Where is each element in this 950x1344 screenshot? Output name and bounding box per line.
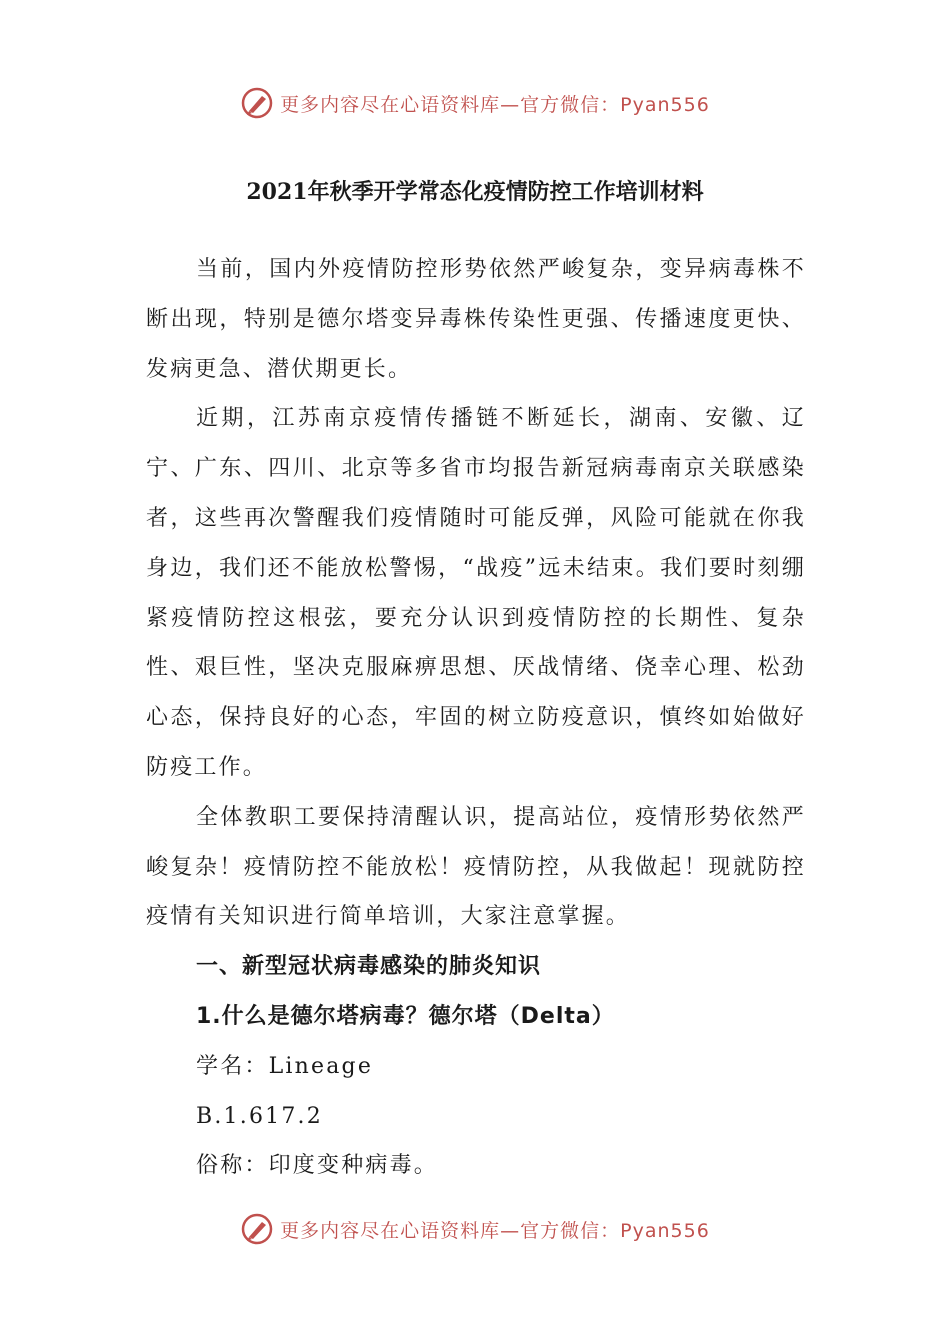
paragraph: 当前，国内外疫情防控形势依然严峻复杂，变异病毒株不断出现，特别是德尔塔变异毒株传染性更强、传播速度更快、发病更急、潜伏期更长。 xyxy=(146,257,806,382)
document-title: 2021年秋季开学常态化疫情防控工作培训材料 xyxy=(246,179,704,205)
text-line: 学名：Lineage xyxy=(196,1053,374,1079)
watermark-top xyxy=(0,86,950,120)
text-line: B.1.617.2 xyxy=(196,1103,323,1129)
watermark-text: 更多内容尽在心语资料库—官方微信：Pyan556 xyxy=(280,93,710,116)
watermark-bottom xyxy=(0,1212,950,1246)
pen-logo-icon xyxy=(240,86,274,120)
sub-heading: 1.什么是德尔塔病毒？德尔塔（Delta） xyxy=(196,1003,615,1029)
watermark-text: 更多内容尽在心语资料库—官方微信：Pyan556 xyxy=(280,1219,710,1242)
text-line: 俗称：印度变种病毒。 xyxy=(196,1153,439,1179)
paragraph: 全体教职工要保持清醒认识，提高站位，疫情形势依然严峻复杂！疫情防控不能放松！疫情防控，从我做起！现就防控疫情有关知识进行简单培训，大家注意掌握。 xyxy=(146,804,806,930)
paragraph: 近期，江苏南京疫情传播链不断延长，湖南、安徽、辽宁、广东、四川、北京等多省市均报告新冠病毒南京关联感染者，这些再次警醒我们疫情随时可能反弹，风险可能就在你我身边，我们还不能放松警惕，“战疫”远未结束。我们要时刻绷紧疫情防控这根弦，要充分认识到疫情防控的长期性、复杂性、艰巨性，坚决克服麻痹思想、厌战情绪、侥幸心理、松劲心态，保持良好的心态，牢固的树立防疫意识，慎终如始做好防疫工作。 xyxy=(146,406,806,780)
pen-logo-icon xyxy=(240,1212,274,1246)
document-body xyxy=(146,245,806,1191)
section-heading: 一、新型冠状病毒感染的肺炎知识 xyxy=(196,954,542,980)
